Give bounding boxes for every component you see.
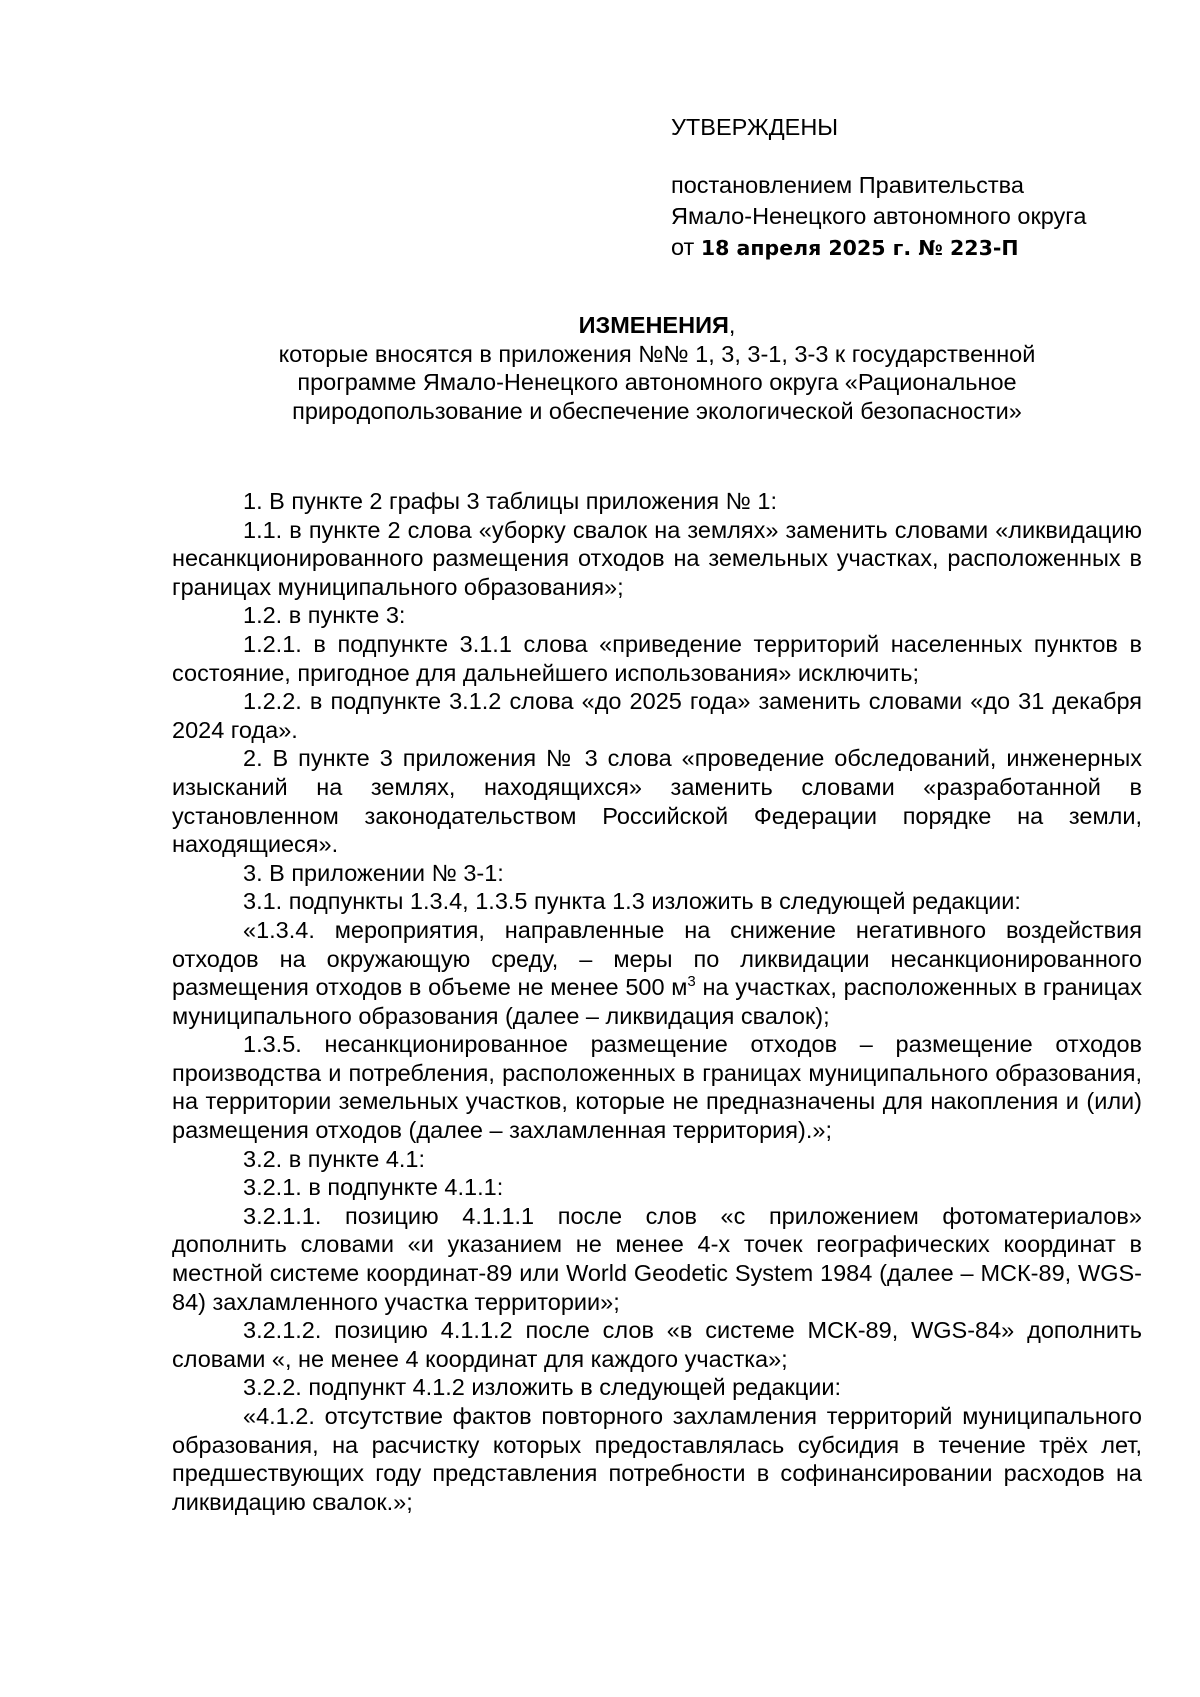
approval-date xyxy=(671,232,1171,264)
paragraph: «4.1.2. отсутствие фактов повторного захламления территорий муниципального образования, на расчистку которых предоставлялась субсидия в течение трёх лет, предшествующих году представления потребности в софинансировании расходов на ликвидацию свалок.»; xyxy=(172,1403,1142,1515)
document-title xyxy=(172,311,1142,425)
paragraph: 1.3.5. несанкционированное размещение отходов – размещение отходов производства и потребления, расположенных в границах муниципального образования, на территории земельных участков, которые не предназначены для накопления и (или) размещения отходов (далее – захламленная территория).»; xyxy=(172,1031,1142,1144)
paragraph: 3.2.1.1. позицию 4.1.1.1 после слов «с приложением фотоматериалов» дополнить словами «и указанием не менее 4-х точек географических координат в местной системе координат-89 или World Geodetic System 1984 (далее – МСК-89, WGS-84) захламленного участка территории»; xyxy=(172,1202,1142,1315)
title-subline: природопользование и обеспечение экологической безопасности» xyxy=(292,397,1022,424)
title-main-suffix: , xyxy=(728,312,736,338)
paragraph: 3.2. в пункте 4.1: xyxy=(243,1145,426,1172)
paragraph-text: на участках, расположенных в границах муниципального образования (далее – ликвидация свалок); xyxy=(172,974,1142,1029)
paragraph xyxy=(172,916,1142,1030)
paragraph: 2. В пункте 3 приложения № 3 слова «проведение обследований, инженерных изысканий на землях, находящихся» заменить словами «разработанной в установленном законодательством Российской Федерации порядке на земли, находящиеся». xyxy=(172,745,1142,858)
paragraph: 3.2.1.2. позицию 4.1.1.2 после слов «в системе МСК-89, WGS-84» дополнить словами «, не менее 4 координат для каждого участка»; xyxy=(172,1317,1142,1372)
approval-line: Ямало-Ненецкого автономного округа xyxy=(671,203,1087,229)
paragraph: 3.1. подпункты 1.3.4, 1.3.5 пункта 1.3 изложить в следующей редакции: xyxy=(243,888,1021,915)
approval-date-prefix: от xyxy=(671,234,695,260)
paragraph: 1. В пункте 2 графы 3 таблицы приложения № 1: xyxy=(243,488,777,514)
paragraph: 3.2.2. подпункт 4.1.2 изложить в следующей редакции: xyxy=(243,1374,842,1401)
title-subline: которые вносятся в приложения №№ 1, 3, 3-1, 3-3 к государственной xyxy=(278,340,1036,367)
paragraph-text: «1.3.4. мероприятия, направленные на снижение негативного воздействия отходов на окружающую среду, – меры по ликвидации несанкционированного размещения отходов в объеме не менее 500 м xyxy=(172,916,1142,1001)
paragraph: 1.2.2. в подпункте 3.1.2 слова «до 2025 года» заменить словами «до 31 декабря 2024 года». xyxy=(172,688,1142,743)
paragraph: 1.2. в пункте 3: xyxy=(243,602,406,629)
approval-line: постановлением Правительства xyxy=(671,172,1024,198)
title-subline: программе Ямало-Ненецкого автономного округа «Рациональное xyxy=(297,369,1017,395)
approval-date-value: 18 апреля 2025 г. № 223-П xyxy=(700,236,1019,260)
document-body xyxy=(172,487,1142,1516)
paragraph: 1.2.1. в подпункте 3.1.1 слова «приведение территорий населенных пунктов в состояние, пригодное для дальнейшего использования» исключить; xyxy=(172,630,1142,686)
superscript: 3 xyxy=(687,973,696,991)
approval-heading: УТВЕРЖДЕНЫ xyxy=(671,114,839,140)
approval-stamp xyxy=(671,112,1171,264)
paragraph: 1.1. в пункте 2 слова «уборку свалок на землях» заменить словами «ликвидацию несанкционированного размещения отходов на земельных участках, расположенных в границах муниципального образования»; xyxy=(172,516,1142,600)
title-main: ИЗМЕНЕНИЯ xyxy=(578,312,729,338)
paragraph: 3. В приложении № 3-1: xyxy=(243,859,504,886)
paragraph: 3.2.1. в подпункте 4.1.1: xyxy=(243,1174,504,1201)
